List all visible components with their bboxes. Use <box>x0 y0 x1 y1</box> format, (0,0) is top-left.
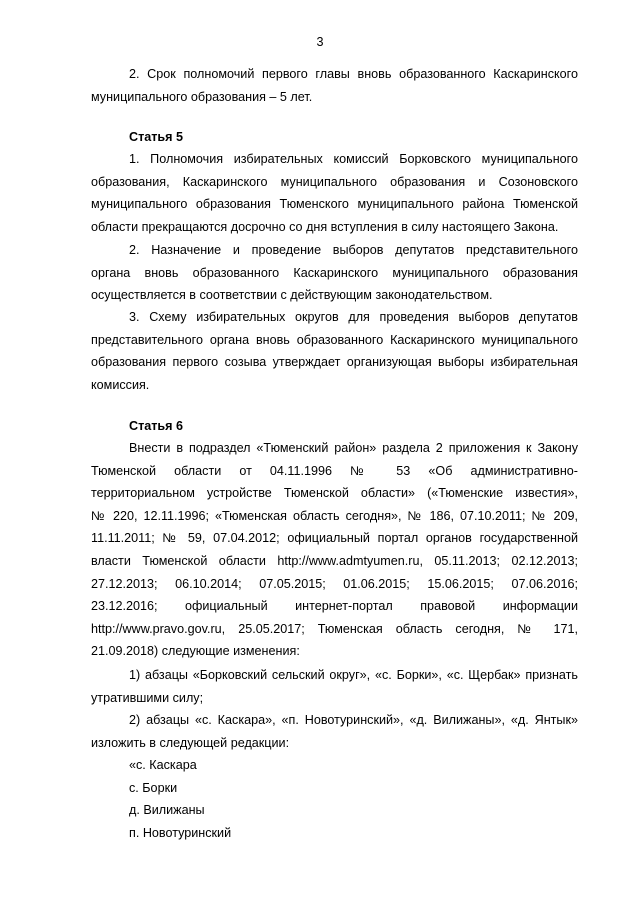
text-line: муниципального образования – 5 лет. <box>91 89 313 104</box>
article-heading-text: Статья 5 <box>129 130 184 144</box>
paragraph-art5-1 <box>91 148 578 238</box>
text-line: изложить в следующей редакции: <box>91 735 290 750</box>
text-line: осуществляется в соответствии с действующим законодательством. <box>91 288 493 303</box>
text-line: территориальном устройстве Тюменской области» («Тюменские известия», <box>91 486 578 501</box>
text-line: муниципального образования Тюменского муниципального района Тюменской <box>91 197 578 212</box>
paragraph-art6-intro <box>91 437 578 663</box>
text-line: 1. Полномочия избирательных комиссий Борковского муниципального <box>129 152 578 166</box>
settlements-list <box>91 754 578 844</box>
text-line: 23.12.2016; официальный интернет-портал правовой информации <box>91 599 578 614</box>
list-item: «с. Каскара <box>129 758 197 772</box>
list-item: п. Новотуринский <box>129 825 232 840</box>
text-line: власти Тюменской области http://www.admtyumen.ru, 05.11.2013; 02.12.2013; <box>91 553 578 568</box>
text-line: № 220, 12.11.1996; «Тюменская область сегодня», № 186, 07.10.2011; № 209, <box>91 508 578 523</box>
text-line: образования первого созыва утверждает организующая выборы избирательная <box>91 355 578 370</box>
text-line: органа вновь образованного Каскаринского муниципального образования <box>91 265 578 280</box>
paragraph-item-2 <box>91 709 578 754</box>
paragraph-art5-2 <box>91 239 578 307</box>
text-line: 2. Назначение и проведение выборов депутатов представительного <box>129 243 578 257</box>
paragraph-item-1 <box>91 664 578 709</box>
text-line: Тюменской области от 04.11.1996 № 53 «Об административно- <box>91 463 578 478</box>
list-item: с. Борки <box>129 780 178 795</box>
text-line: образования, Каскаринского муниципального образования и Созоновского <box>91 174 578 189</box>
text-line: Внести в подраздел «Тюменский район» раздела 2 приложения к Закону <box>129 441 578 455</box>
article-5-heading <box>91 126 578 149</box>
article-heading-text: Статья 6 <box>129 419 184 433</box>
text-line: утратившими силу; <box>91 690 204 705</box>
text-line: представительного органа вновь образованного Каскаринского муниципального <box>91 332 578 347</box>
page-number: 3 <box>316 35 324 49</box>
text-line: 1) абзацы «Борковский сельский округ», «с. Борки», «с. Щербак» признать <box>129 668 578 682</box>
text-line: области прекращаются досрочно со дня вступления в силу настоящего Закона. <box>91 219 559 234</box>
paragraph-art5-3 <box>91 306 578 396</box>
paragraph-term-of-office <box>91 63 578 108</box>
text-line: 2. Срок полномочий первого главы вновь образованного Каскаринского <box>129 67 578 81</box>
text-line: 21.09.2018) следующие изменения: <box>91 644 300 659</box>
text-line: http://www.pravo.gov.ru, 25.05.2017; Тюменская область сегодня, № 171, <box>91 621 578 636</box>
list-item: д. Вилижаны <box>129 803 205 818</box>
article-6-heading <box>91 415 578 438</box>
text-line: 2) абзацы «с. Каскара», «п. Новотуринский», «д. Вилижаны», «д. Янтык» <box>129 713 578 727</box>
text-line: 3. Схему избирательных округов для проведения выборов депутатов <box>129 310 578 324</box>
text-line: 11.11.2011; № 59, 07.04.2012; официальный портал органов государственной <box>91 531 578 546</box>
text-line: комиссия. <box>91 377 150 392</box>
text-line: 27.12.2013; 06.10.2014; 07.05.2015; 01.06.2015; 15.06.2015; 07.06.2016; <box>91 576 578 591</box>
